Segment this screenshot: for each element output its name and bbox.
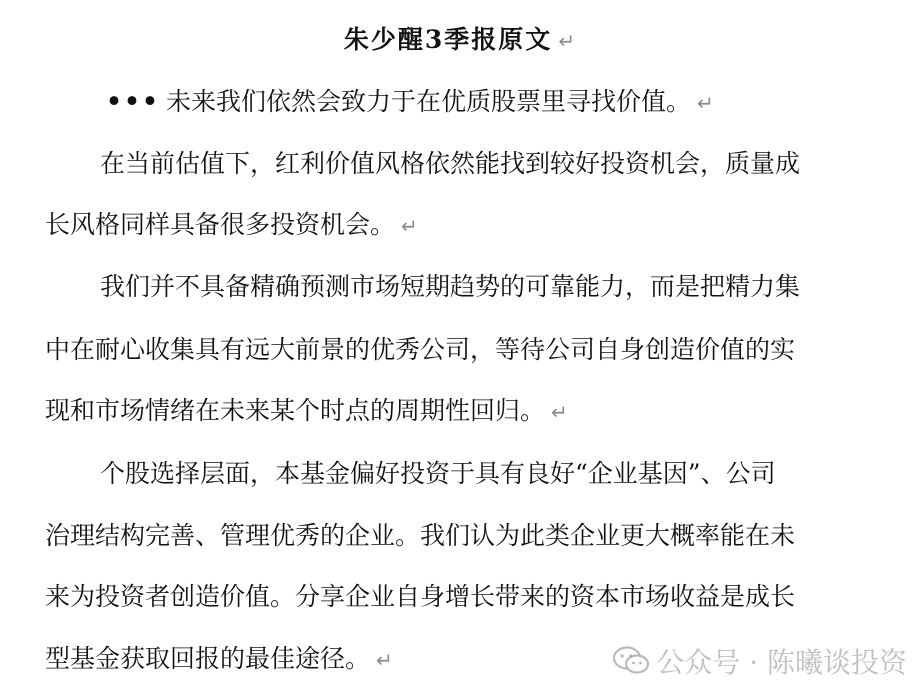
document-title: [0, 22, 921, 59]
watermark-text: 公众号 · 陈曦谈投资: [656, 646, 907, 679]
paragraph-line-3: [45, 207, 418, 244]
line-text: 未来我们依然会致力于在优质股票里寻找价值。: [165, 87, 691, 116]
return-mark: ↵: [696, 91, 714, 115]
line-text: 中在耐心收集具有远大前景的优秀公司，等待公司自身创造价值的实: [45, 335, 796, 364]
line-text: 治理结构完善、管理优秀的企业。我们认为此类企业更大概率能在未: [45, 521, 796, 550]
bullet-dots: •••: [106, 87, 160, 116]
paragraph-line-8: [45, 518, 795, 554]
paragraph-line-2: [100, 146, 800, 182]
paragraph-line-5: [45, 332, 795, 368]
line-text: 我们并不具备精确预测市场短期趋势的可靠能力，而是把精力集: [100, 272, 801, 301]
return-mark: ↵: [558, 29, 578, 53]
line-text: 型基金获取回报的最佳途径。: [45, 644, 371, 673]
return-mark: ↵: [401, 214, 418, 238]
paragraph-line-6: [45, 393, 568, 430]
paragraph-line-4: [100, 269, 800, 305]
paragraph-line-9: [45, 579, 795, 615]
title-text: 朱少醒3季报原文: [343, 25, 553, 54]
wechat-icon: [612, 645, 650, 677]
line-text: 个股选择层面，本基金偏好投资于具有良好“企业基因”、公司: [100, 459, 776, 488]
line-text: 长风格同样具备很多投资机会。: [45, 210, 396, 239]
return-mark: ↵: [551, 400, 568, 424]
paragraph-line-1: [106, 84, 714, 121]
line-text: 现和市场情绪在未来某个时点的周期性回归。: [45, 396, 546, 425]
watermark: [612, 641, 907, 681]
paragraph-line-10: [45, 641, 393, 678]
line-text: 在当前估值下，红利价值风格依然能找到较好投资机会，质量成: [100, 149, 801, 178]
return-mark: ↵: [376, 648, 393, 672]
line-text: 来为投资者创造价值。分享企业自身增长带来的资本市场收益是成长: [45, 582, 796, 611]
paragraph-line-7: [100, 456, 776, 492]
